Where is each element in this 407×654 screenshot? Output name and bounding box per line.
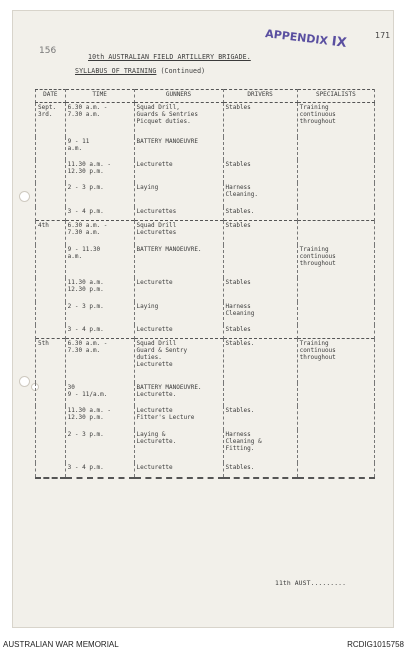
cell-specialists: Training continuous throughout — [297, 245, 374, 279]
cell-specialists — [297, 207, 374, 221]
cell-date: 5th — [36, 339, 66, 383]
cell-gunners: Squad Drill Guard & Sentry duties. Lecturette — [134, 339, 223, 383]
cell-time: 3 - 4 p.m. — [65, 463, 134, 478]
subtitle-text: SYLLABUS OF TRAINING — [75, 67, 157, 75]
table-row — [36, 325, 375, 339]
table-row — [36, 137, 375, 160]
cell-date — [36, 137, 66, 160]
cell-gunners: Laying — [134, 183, 223, 206]
cell-drivers: Stables. — [223, 339, 297, 383]
document-page — [12, 10, 394, 628]
subtitle-note: (Continued) — [160, 67, 206, 75]
cell-time: 11.30 a.m. 12.30 p.m. — [65, 278, 134, 301]
cell-specialists — [297, 463, 374, 478]
cell-date — [36, 406, 66, 429]
table-row — [36, 160, 375, 183]
punch-hole — [19, 191, 30, 202]
punch-hole — [19, 376, 30, 387]
cell-drivers: Stables — [223, 103, 297, 137]
cell-gunners: Lecturette — [134, 325, 223, 339]
cell-gunners: Lecturette Fitter's Lecture — [134, 406, 223, 429]
cell-drivers — [223, 137, 297, 160]
cell-gunners: Lecturettes — [134, 207, 223, 221]
header-time: TIME — [65, 90, 134, 103]
cell-specialists — [297, 278, 374, 301]
cell-date — [36, 160, 66, 183]
cell-date — [36, 430, 66, 464]
cell-time: 11.30 a.m. - 12.30 p.m. — [65, 406, 134, 429]
cell-specialists — [297, 325, 374, 339]
header-gunners: GUNNERS — [134, 90, 223, 103]
cell-drivers: Stables — [223, 221, 297, 245]
cell-drivers: Harness Cleaning & Fitting. — [223, 430, 297, 464]
cell-drivers — [223, 383, 297, 406]
page-number-right: 171 — [375, 31, 391, 40]
table-row — [36, 339, 375, 383]
cell-drivers: Stables. — [223, 207, 297, 221]
cell-specialists — [297, 221, 374, 245]
cell-time: 9 - 11.30 a.m. — [65, 245, 134, 279]
cell-time: 3 - 4 p.m. — [65, 207, 134, 221]
archive-footer — [0, 636, 407, 654]
cell-gunners: BATTERY MANOEUVRE. — [134, 245, 223, 279]
cell-date — [36, 245, 66, 279]
table-row — [36, 245, 375, 279]
cell-drivers: Stables — [223, 160, 297, 183]
cell-drivers: Stables — [223, 325, 297, 339]
header-specialists: SPECIALISTS — [297, 90, 374, 103]
cell-specialists: Training continuous throughout — [297, 339, 374, 383]
cell-drivers: Stables — [223, 278, 297, 301]
table-row — [36, 221, 375, 245]
cell-time: 2 - 3 p.m. — [65, 430, 134, 464]
document-subtitle — [75, 67, 205, 75]
cell-gunners: Lecturette — [134, 463, 223, 478]
header-date: DATE — [36, 90, 66, 103]
appendix-number: IX — [330, 34, 348, 51]
table-row — [36, 463, 375, 478]
cell-specialists — [297, 160, 374, 183]
cell-date — [36, 278, 66, 301]
table-row — [36, 302, 375, 325]
cell-time: 6.30 a.m. - 7.30 a.m. — [65, 103, 134, 137]
table-row — [36, 406, 375, 429]
cell-date — [36, 207, 66, 221]
cell-date: 4th — [36, 221, 66, 245]
cell-time: 2 - 3 p.m. — [65, 183, 134, 206]
cell-date — [36, 325, 66, 339]
cell-specialists — [297, 383, 374, 406]
cell-time: 3 - 4 p.m. — [65, 325, 134, 339]
cell-drivers: Harness Cleaning — [223, 302, 297, 325]
table-row — [36, 383, 375, 406]
page-number-left: 156 — [39, 46, 57, 56]
table-row — [36, 278, 375, 301]
footer-source: AUSTRALIAN WAR MEMORIAL — [3, 640, 119, 649]
cell-specialists — [297, 137, 374, 160]
cell-gunners: Laying & Lecturette. — [134, 430, 223, 464]
cell-date — [36, 302, 66, 325]
cell-specialists — [297, 406, 374, 429]
table-header-row — [36, 90, 375, 103]
cell-specialists — [297, 430, 374, 464]
header-drivers: DRIVERS — [223, 90, 297, 103]
cell-time: 30 9 - 11/a.m. — [65, 383, 134, 406]
cell-date — [36, 463, 66, 478]
appendix-label: APPENDIX — [264, 27, 329, 48]
cell-time: 2 - 3 p.m. — [65, 302, 134, 325]
cell-gunners: Squad Drill Lecturettes — [134, 221, 223, 245]
cell-date — [36, 383, 66, 406]
cell-time: 6.30 a.m. - 7.30 a.m. — [65, 221, 134, 245]
cell-gunners: Lecturette — [134, 160, 223, 183]
cell-gunners: Lecturette — [134, 278, 223, 301]
signature-line: 11th AUST......... — [275, 579, 347, 587]
cell-date: Sept. 3rd. — [36, 103, 66, 137]
cell-gunners: Laying — [134, 302, 223, 325]
appendix-stamp — [264, 26, 347, 51]
table-row — [36, 207, 375, 221]
cell-gunners: BATTERY MANOEUVRE — [134, 137, 223, 160]
training-syllabus-table — [35, 89, 375, 479]
cell-date — [36, 183, 66, 206]
table-row — [36, 183, 375, 206]
cell-gunners: BATTERY MANOEUVRE. Lecturette. — [134, 383, 223, 406]
cell-specialists — [297, 183, 374, 206]
cell-drivers: Harness Cleaning. — [223, 183, 297, 206]
table-row — [36, 430, 375, 464]
cell-gunners: Squad Drill, Guards & Sentries Picquet duties. — [134, 103, 223, 137]
cell-specialists — [297, 302, 374, 325]
table-row — [36, 103, 375, 137]
cell-specialists: Training continuous throughout — [297, 103, 374, 137]
document-title: 10th AUSTRALIAN FIELD ARTILLERY BRIGADE. — [88, 53, 251, 61]
cell-drivers: Stables. — [223, 463, 297, 478]
cell-time: 9 - 11 a.m. — [65, 137, 134, 160]
cell-time: 6.30 a.m. - 7.30 a.m. — [65, 339, 134, 383]
footer-id: RCDIG1015758 — [347, 640, 404, 649]
cell-drivers: Stables. — [223, 406, 297, 429]
cell-drivers — [223, 245, 297, 279]
cell-time: 11.30 a.m. - 12.30 p.m. — [65, 160, 134, 183]
